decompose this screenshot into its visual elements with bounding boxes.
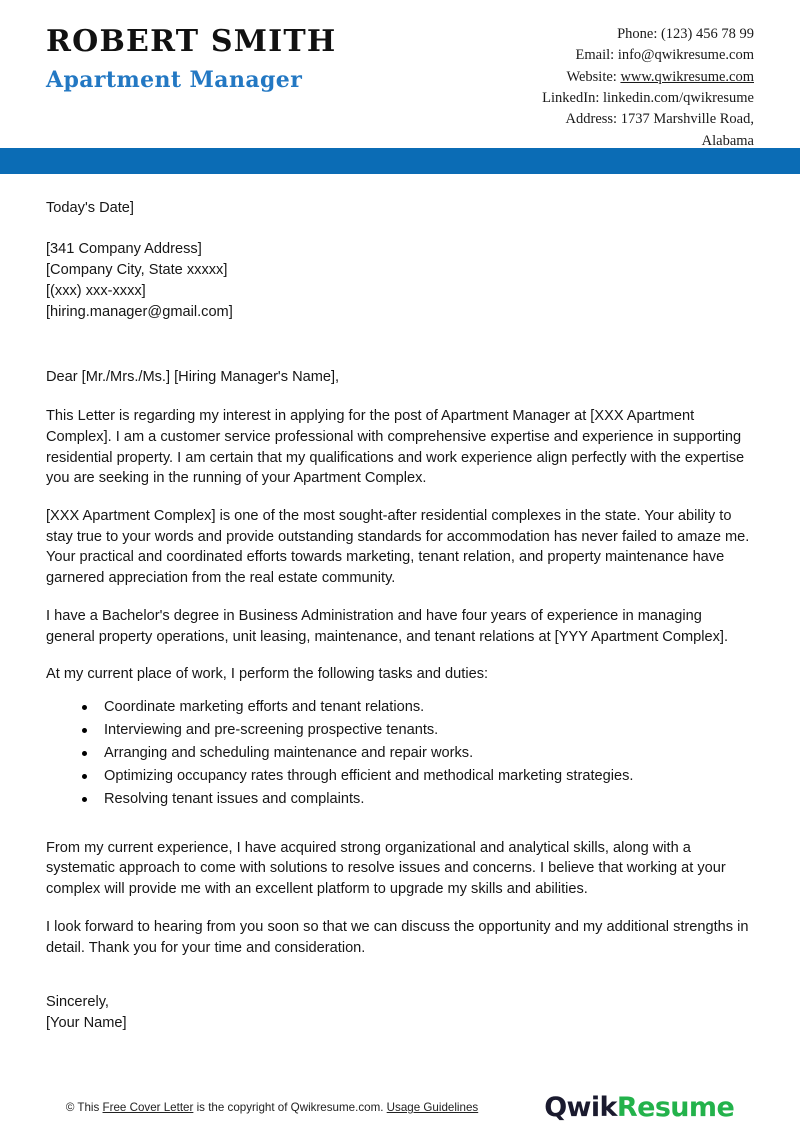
free-cover-letter-link[interactable]: Free Cover Letter <box>102 1101 194 1114</box>
list-item: Resolving tenant issues and complaints. <box>82 789 754 810</box>
signoff-text: Sincerely, <box>46 994 109 1011</box>
letter-date: Today's Date] <box>46 200 134 216</box>
contact-website <box>542 67 754 88</box>
letter-paragraph: I have a Bachelor's degree in Business Administration and have four years of experience in managing general property operations, unit leasing, maintenance, and tenant relations at [YYY Apartment Complex]. <box>46 607 728 645</box>
salutation: Dear [Mr./Mrs./Ms.] [Hiring Manager's Name], <box>46 369 340 386</box>
applicant-job-title: Apartment Manager <box>46 67 303 94</box>
footer-copyright <box>66 1101 478 1114</box>
header-identity-block <box>46 22 336 93</box>
usage-guidelines-link[interactable]: Usage Guidelines <box>386 1101 479 1114</box>
contact-website-link[interactable]: www.qwikresume.com <box>620 68 754 85</box>
applicant-name: ROBERT SMITH <box>46 24 337 59</box>
letter-paragraph: This Letter is regarding my interest in applying for the post of Apartment Manager at [XXX Apartment Complex]. I am a customer service professional with comprehensive expertise and experience in supporting residential property. I am certain that my qualifications and work experience align perfectly with the expertise you are seeking in the running of your Apartment Complex. <box>46 408 745 487</box>
recipient-line: [341 Company Address] <box>46 240 202 257</box>
list-item: Coordinate marketing efforts and tenant relations. <box>82 697 754 718</box>
contact-address-line2: Alabama <box>701 132 754 149</box>
signature-name: [Your Name] <box>46 1015 127 1032</box>
contact-info-block <box>542 22 754 152</box>
qwikresume-logo[interactable] <box>544 1094 734 1121</box>
document-footer <box>0 1094 800 1121</box>
logo-text-qwik: Qwik <box>544 1092 617 1123</box>
contact-linkedin[interactable]: LinkedIn: linkedin.com/qwikresume <box>542 89 754 106</box>
recipient-line: [hiring.manager@gmail.com] <box>46 304 233 321</box>
list-item: Interviewing and pre-screening prospective tenants. <box>82 720 754 741</box>
letter-paragraph: [XXX Apartment Complex] is one of the most sought-after residential complexes in the state. Your ability to stay true to your words and provide outstanding standards for accommodation has never failed to amaze me. Your practical and coordinated efforts towards marketing, tenant relation, and property maintenance have garnered appreciation from the real estate community. <box>46 507 750 587</box>
duties-intro: At my current place of work, I perform the following tasks and duties: <box>46 666 489 683</box>
letter-paragraph: From my current experience, I have acquired strong organizational and analytical skills, along with a systematic approach to come with solutions to resolve issues and concerns. I believe that working at your complex will provide me with an excellent platform to upgrade my skills and abilities. <box>46 839 726 898</box>
letter-body <box>0 174 800 1035</box>
contact-address-line1: Address: 1737 Marshville Road, <box>565 111 754 128</box>
recipient-line: [(xxx) xxx-xxxx] <box>46 283 146 300</box>
document-header <box>0 0 800 148</box>
header-accent-bar <box>0 148 800 174</box>
footer-copyright-middle: is the copyright of Qwikresume.com. <box>193 1101 387 1114</box>
list-item: Optimizing occupancy rates through efficient and methodical marketing strategies. <box>82 766 754 787</box>
duties-list <box>46 697 754 810</box>
contact-phone: Phone: (123) 456 78 99 <box>617 26 754 42</box>
contact-email: Email: info@qwikresume.com <box>575 47 754 64</box>
recipient-address-block <box>46 239 754 324</box>
recipient-line: [Company City, State xxxxx] <box>46 261 228 278</box>
contact-website-label: Website: <box>566 68 621 85</box>
spacer <box>46 812 754 838</box>
footer-copyright-prefix: © This <box>65 1101 103 1114</box>
letter-paragraph: I look forward to hearing from you soon so that we can discuss the opportunity and my additional strengths in detail. Thank you for your time and consideration. <box>46 918 749 956</box>
list-item: Arranging and scheduling maintenance and repair works. <box>82 743 754 764</box>
logo-text-resume: Resume <box>616 1092 735 1123</box>
signature-block <box>46 992 754 1034</box>
